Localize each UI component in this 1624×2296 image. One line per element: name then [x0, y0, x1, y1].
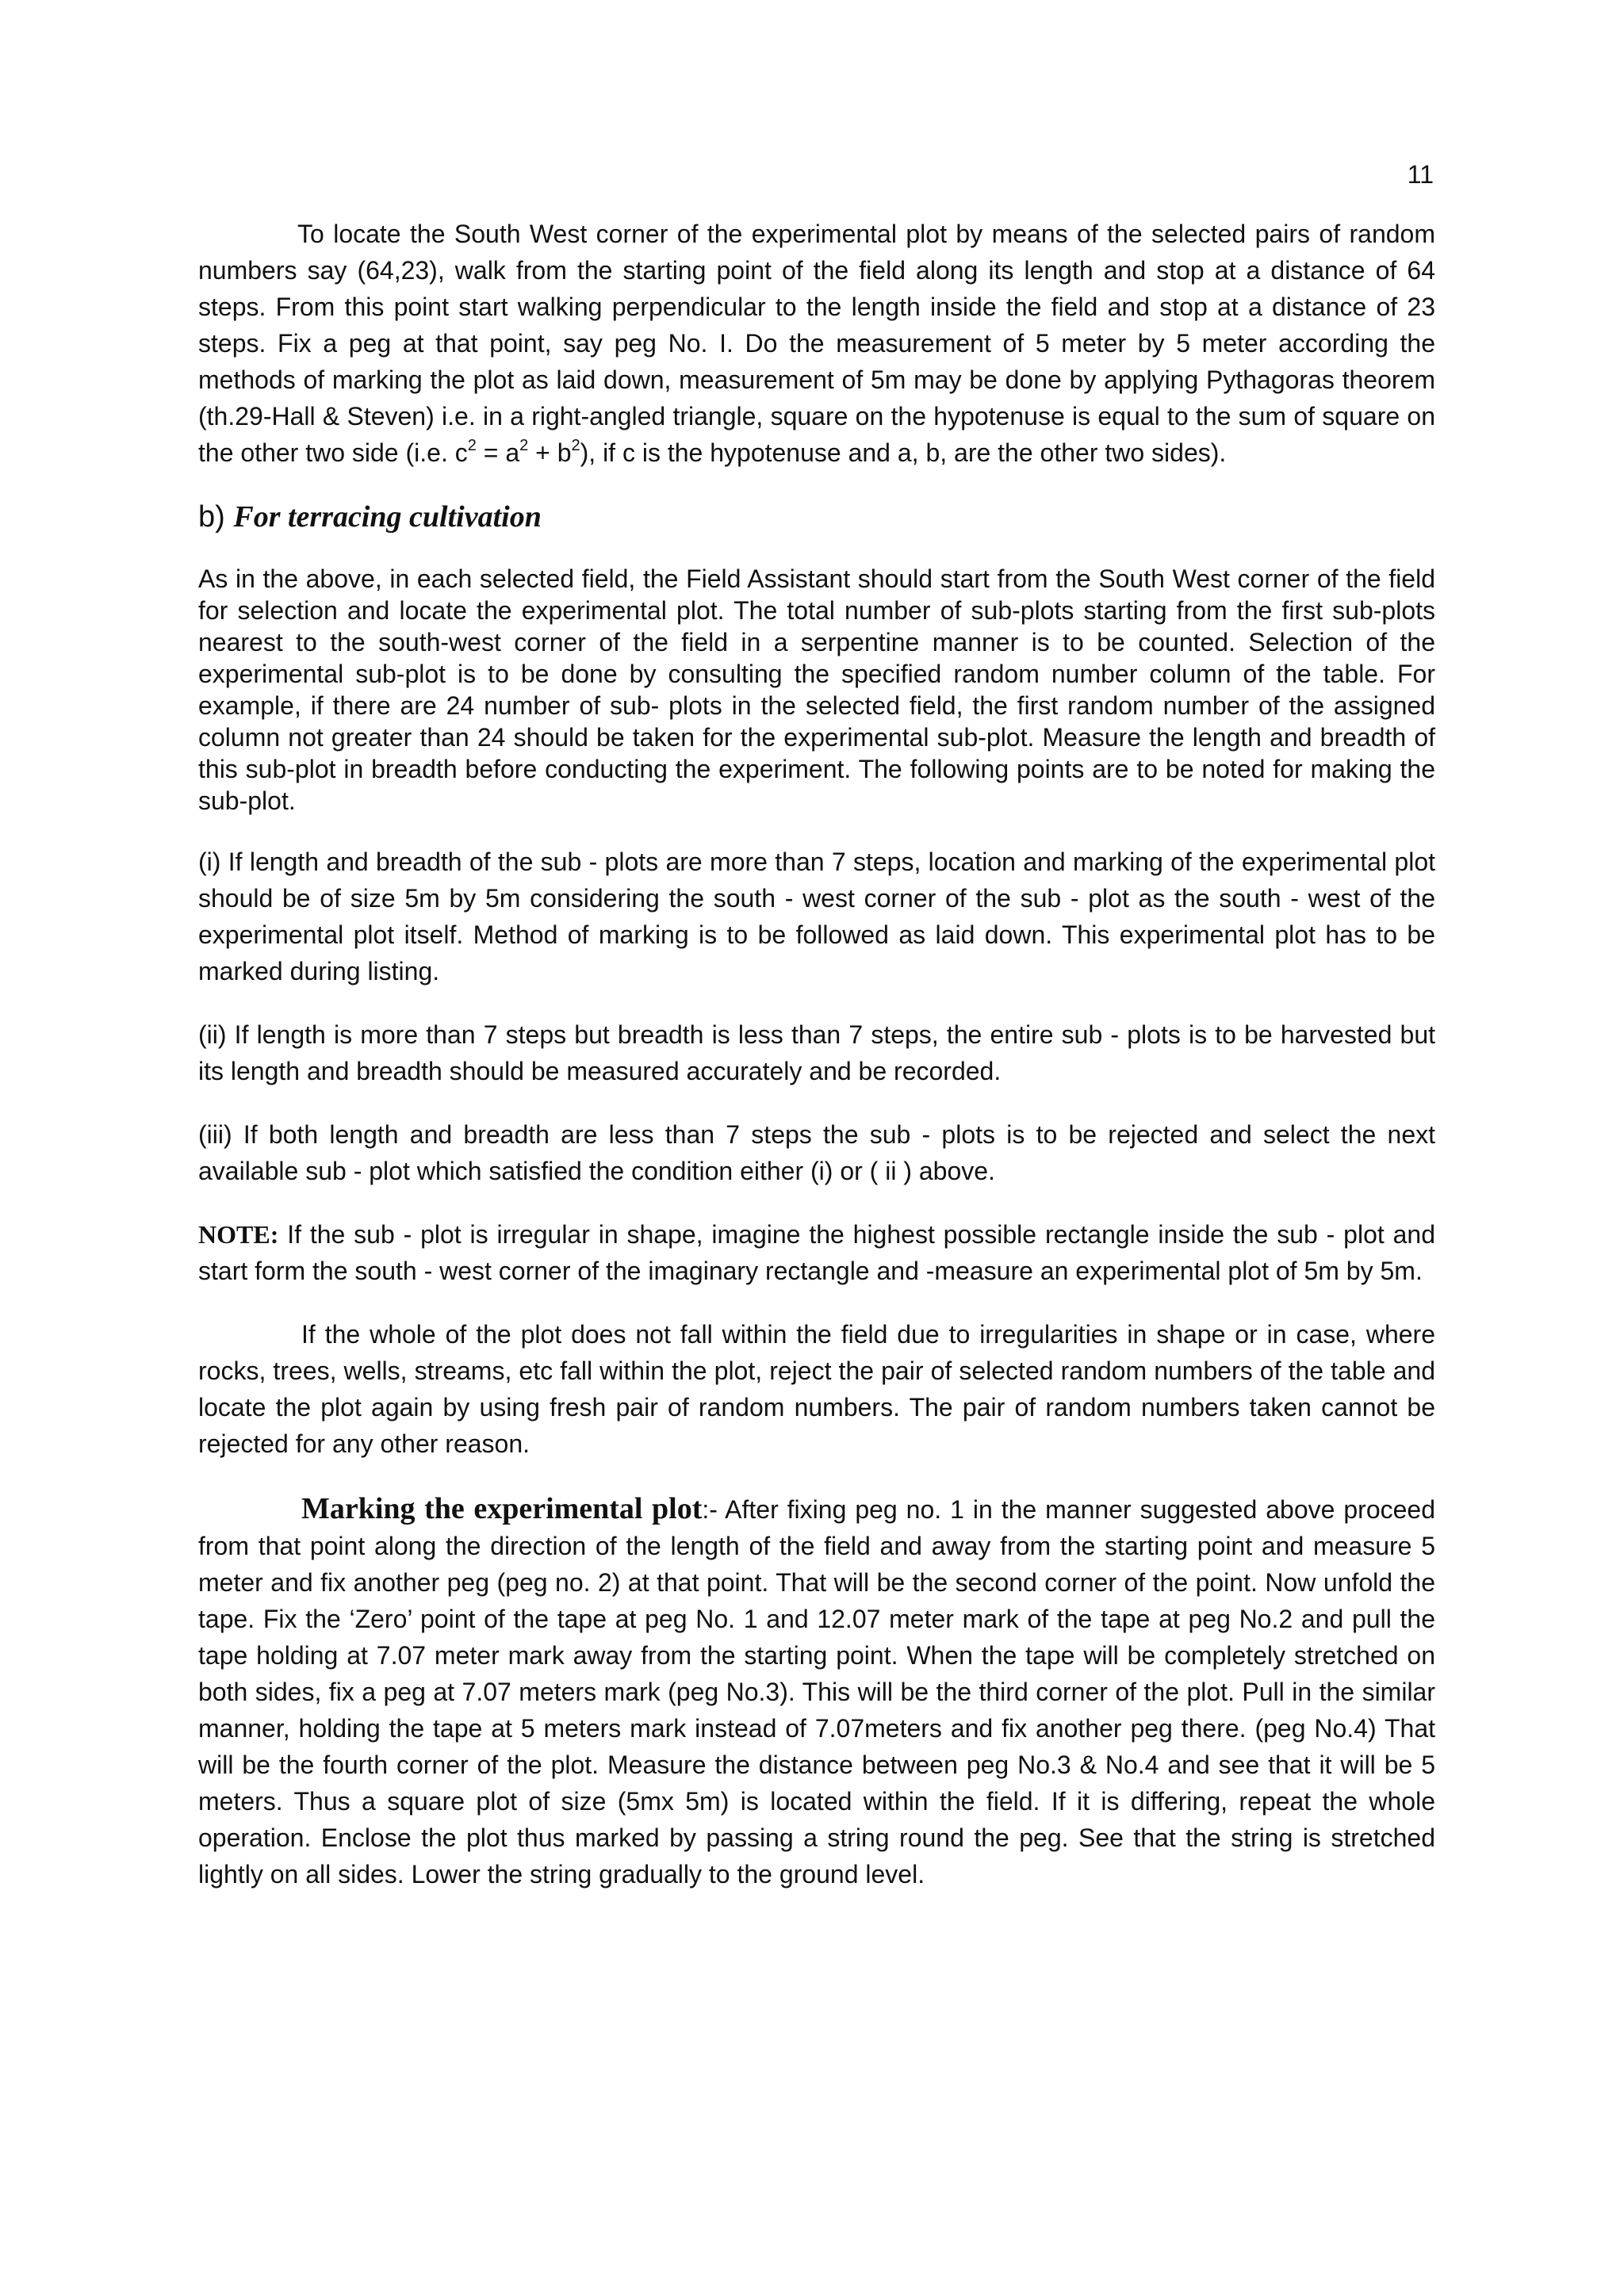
equation-equals-a: = a [476, 438, 520, 467]
page-number: 11 [1407, 160, 1434, 189]
superscript-a: 2 [519, 437, 529, 455]
marking-separator: :- [702, 1495, 726, 1524]
section-label: b) [198, 500, 234, 534]
paragraph-marking [198, 1490, 1435, 1892]
marking-label: Marking the experimental plot [301, 1492, 703, 1525]
paragraph-locate-corner-text: To locate the South West corner of the experimental plot by means of the selected pairs of random numbers say (64,23), walk from the starting point of the field along its length and stop at a distance of 64 steps. From this point start walking perpendicular to the length inside the field and stop at a distance of 23 steps. Fix a peg at that point, say peg No. I. Do the measurement of 5 meter by 5 meter according the methods of marking the plot as laid down, measurement of 5m may be done by applying Pythagoras theorem (th.29-Hall & Steven) i.e. in a right-angled triangle, square on the hypotenuse is equal to the sum of square on the other two side (i.e. c [198, 220, 1435, 467]
section-heading-terracing [198, 498, 1435, 536]
paragraph-locate-corner-end: ), if c is the hypotenuse and a, b, are the other two sides). [580, 438, 1227, 467]
note-text: If the sub - plot is irregular in shape, imagine the highest possible rectangle inside the sub - plot and start form the south - west corner of the imaginary rectangle and -measure an experimental plot of 5m by 5m. [198, 1220, 1435, 1285]
point-i: (i) If length and breadth of the sub - plots are more than 7 steps, location and marking of the experimental plot should be of size 5m by 5m considering the south - west corner of the sub - plot as the south - west of the experimental plot itself. Method of marking is to be followed as laid down. This experimental plot has to be marked during listing. [198, 848, 1435, 985]
point-ii: (ii) If length is more than 7 steps but breadth is less than 7 steps, the entire sub - plots is to be harvested but its length and breadth should be measured accurately and be recorded. [198, 1020, 1435, 1085]
point-iii: (iii) If both length and breadth are less than 7 steps the sub - plots is to be rejected and select the next available sub - plot which satisfied the condition either (i) or ( ii ) above. [198, 1120, 1435, 1185]
note-paragraph [198, 1216, 1435, 1289]
marking-text: After fixing peg no. 1 in the manner suggested above proceed from that point along the direction of the length of the field and away from the starting point and measure 5 meter and fix another peg (peg no. 2) at that point. That will be the second corner of the point. Now unfold the tape. Fix the ‘Zero’ point of the tape at peg No. 1 and 12.07 meter mark of the tape at peg No.2 and pull the tape holding at 7.07 meter mark away from the starting point. When the tape will be completely stretched on both sides, fix a peg at 7.07 meters mark (peg No.3). This will be the third corner of the plot. Pull in the similar manner, holding the tape at 5 meters mark instead of 7.07meters and fix another peg there. (peg No.4) That will be the fourth corner of the plot. Measure the distance between peg No.3 & No.4 and see that it will be 5 meters. Thus a square plot of size (5mx 5m) is located within the field. If it is differing, repeat the whole operation. Enclose the plot thus marked by passing a string round the peg. See that the string is stretched lightly on all sides. Lower the string gradually to the ground level. [198, 1495, 1436, 1888]
superscript-c: 2 [467, 437, 477, 455]
note-label: NOTE: [198, 1220, 279, 1249]
paragraph-locate-corner [198, 216, 1435, 471]
paragraph-irregular-plot: If the whole of the plot does not fall within the field due to irregularities in shape or in case, where rocks, trees, wells, streams, etc fall within the plot, reject the pair of selected random numbers of the table and locate the plot again by using fresh pair of random numbers. The pair of random numbers taken cannot be rejected for any other reason. [198, 1320, 1435, 1458]
document-body [198, 216, 1435, 1892]
section-title: For terracing cultivation [233, 500, 542, 534]
superscript-b: 2 [571, 437, 580, 455]
paragraph-terracing: As in the above, in each selected field, the Field Assistant should start from the South West corner of the field for selection and locate the experimental plot. The total number of sub-plots starting from the first sub-plots nearest to the south-west corner of the field in a serpentine manner is to be counted. Selection of the experimental sub-plot is to be done by consulting the specified random number column of the table. For example, if there are 24 number of sub- plots in the selected field, the first random number of the assigned column not greater than 24 should be taken for the experimental sub-plot. Measure the length and breadth of this sub-plot in breadth before conducting the experiment. The following points are to be noted for making the sub-plot. [198, 564, 1435, 815]
equation-plus-b: + b [528, 438, 572, 467]
